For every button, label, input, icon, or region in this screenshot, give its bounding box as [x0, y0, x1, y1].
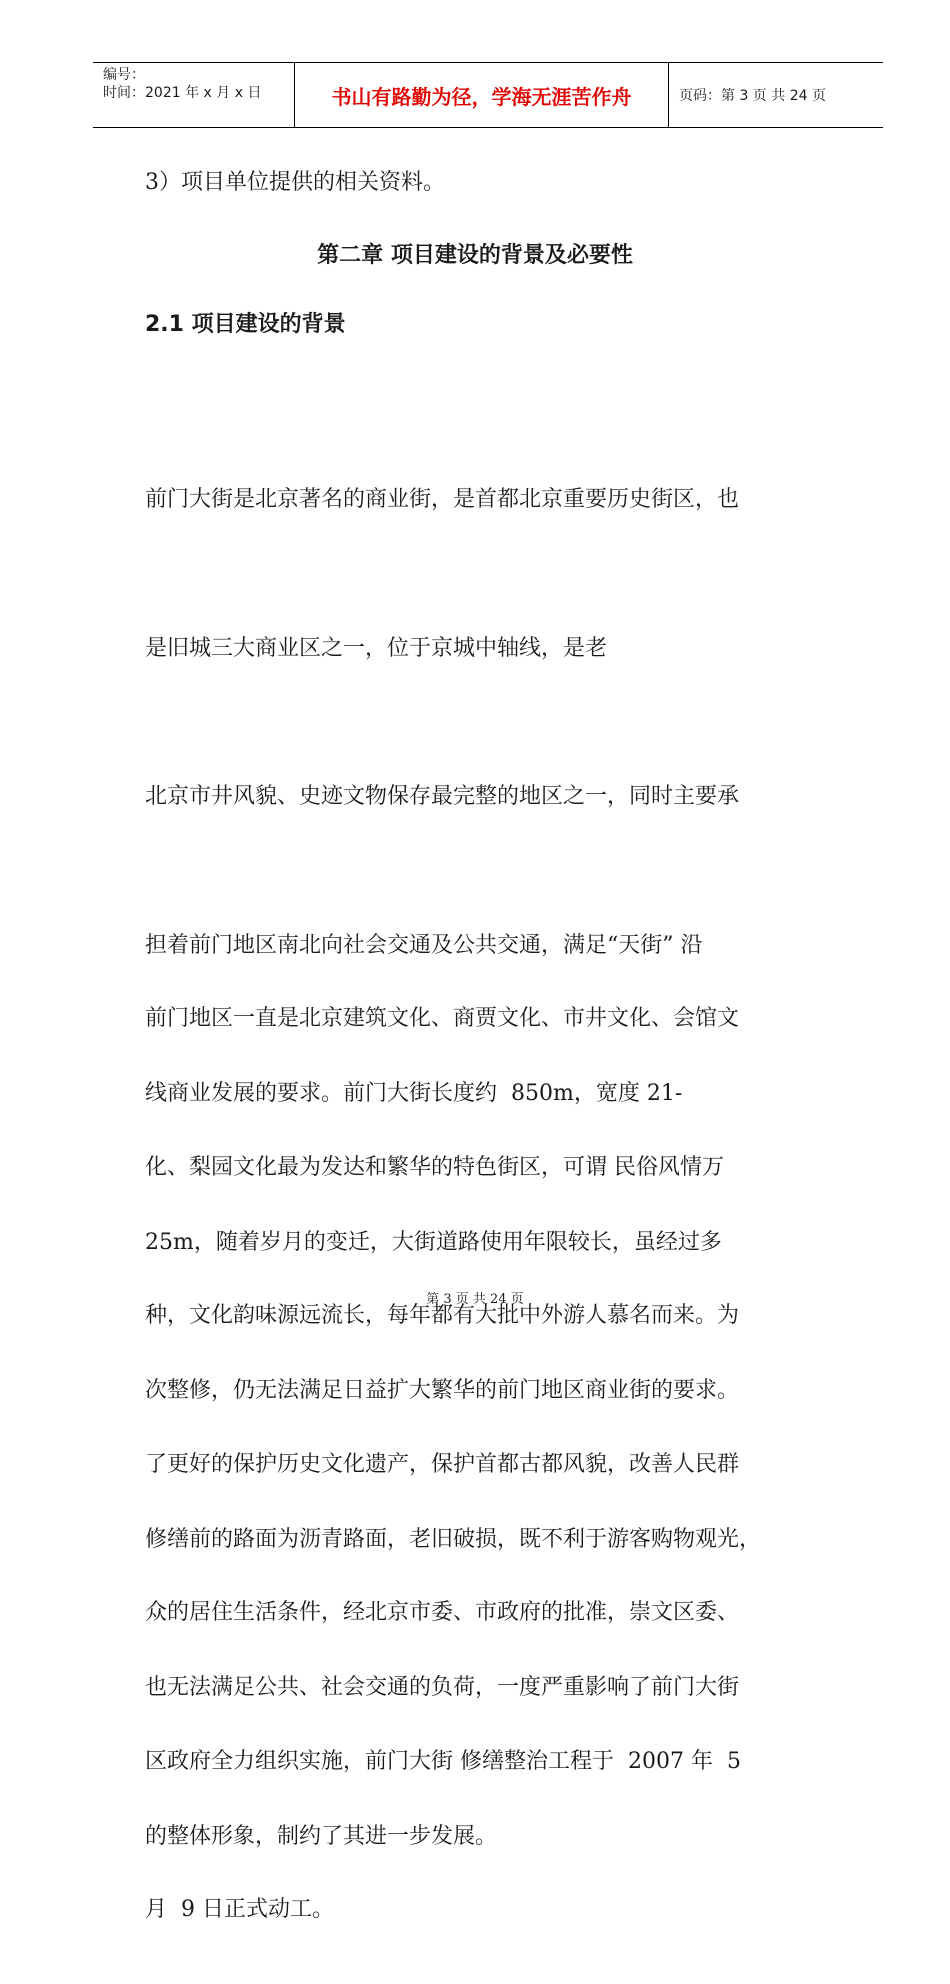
- paragraph-2: [145, 895, 845, 1984]
- document-time-label: 时间：2021 年 x 月 x 日: [103, 85, 262, 101]
- paragraph-line: 也无法满足公共、社会交通的负荷，一度严重影响了前门大街: [145, 1675, 740, 1700]
- paragraph-line: 北京市井风貌、史迹文物保存最完整的地区之一，同时主要承: [145, 784, 740, 809]
- paragraph-line: 次整修，仍无法满足日益扩大繁华的前门地区商业街的要求。: [145, 1378, 740, 1403]
- paragraph-line: 种，文化韵味源远流长，每年都有大批中外游人慕名而来。为: [145, 1303, 740, 1328]
- paragraph-line: 前门大街是北京著名的商业街，是首都北京重要历史街区，也: [145, 487, 740, 512]
- chapter-title: 第二章 项目建设的背景及必要性: [317, 242, 633, 268]
- page-footer: 第 3 页 共 24 页: [426, 1292, 524, 1307]
- paragraph-line: 担着前门地区南北向社会交通及公共交通，满足“天街” 沿: [145, 932, 703, 958]
- paragraph-line: 月 9 日正式动工。: [145, 1897, 334, 1922]
- paragraph-line: 化、梨园文化最为发达和繁华的特色街区，可谓 民俗风情万: [145, 1154, 724, 1180]
- paragraph-line: 的整体形象，制约了其进一步发展。: [145, 1823, 498, 1849]
- paragraph-line: 是旧城三大商业区之一，位于京城中轴线，是老: [145, 635, 608, 661]
- document-number-label: 编号：: [103, 67, 145, 83]
- paragraph-line: 线商业发展的要求。前门大街长度约 850m，宽度 21-: [145, 1081, 683, 1106]
- section-title: 2.1 项目建设的背景: [145, 312, 346, 337]
- paragraph-line: 修缮前的路面为沥青路面，老旧破损，既不利于游客购物观光，: [145, 1526, 762, 1552]
- header-meta: [93, 63, 295, 127]
- header-motto: 书山有路勤为径，学海无涯苦作舟: [295, 63, 669, 127]
- paragraph-line: 了更好的保护历史文化遗产，保护首都古都风貌，改善人民群: [145, 1451, 740, 1477]
- paragraph-line: 25m，随着岁月的变迁，大街道路使用年限较长，虽经过多: [145, 1229, 722, 1255]
- page-header: [93, 62, 883, 128]
- paragraph-line: 区政府全力组织实施，前门大街 修缮整治工程于 2007 年 5: [145, 1748, 741, 1774]
- intro-line: 3）项目单位提供的相关资料。: [145, 170, 445, 195]
- paragraph-line: 众的居住生活条件，经北京市委、市政府的批准，崇文区委、: [145, 1600, 740, 1625]
- paragraph-line: 前门地区一直是北京建筑文化、商贾文化、市井文化、会馆文: [145, 1006, 740, 1031]
- header-page-info: 页码：第 3 页 共 24 页: [679, 88, 826, 104]
